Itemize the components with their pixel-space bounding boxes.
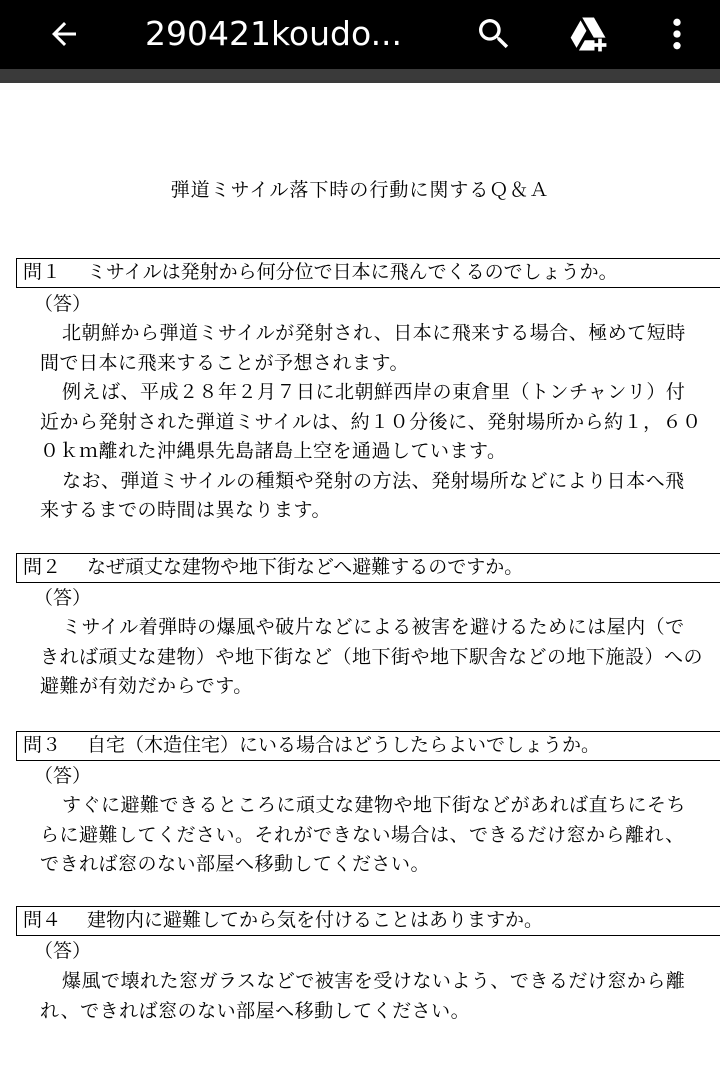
- arrow-back-icon: [46, 16, 82, 52]
- question-box-1: [16, 258, 720, 288]
- answer-label: （答）: [34, 940, 92, 962]
- search-button[interactable]: [468, 8, 520, 60]
- question-text: 建物内に避難してから気を付けることはありますか。: [87, 909, 544, 931]
- app-bar: [0, 0, 720, 69]
- answer-paragraph: 例えば、平成２８年２月７日に北朝鮮西岸の東倉里（トンチャンリ）付近から発射された弾道ミサイルは、約１０分後に、発射場所から約１，６００ｋｍ離れた沖縄県先島諸島上空を通過しています。: [40, 381, 702, 462]
- answer-paragraph: すぐに避難できるところに頑丈な建物や地下街などがあれば直ちにそちらに避難してください。それができない場合は、できるだけ窓から離れ、できれば窓のない部屋へ移動してください。: [40, 794, 687, 875]
- search-icon: [474, 14, 514, 54]
- back-button[interactable]: [38, 8, 90, 60]
- answer-paragraph: なお、弾道ミサイルの種類や発射の方法、発射場所などにより日本へ飛来するまでの時間は異なります。: [40, 469, 685, 521]
- drive-add-icon: [567, 12, 611, 56]
- answer-text-2: [40, 613, 704, 702]
- more-options-button[interactable]: [651, 8, 703, 60]
- add-to-drive-button[interactable]: [563, 8, 615, 60]
- question-text: なぜ頑丈な建物や地下街などへ避難するのですか。: [87, 556, 524, 578]
- question-number: 問２: [23, 556, 62, 578]
- pdf-page[interactable]: [0, 83, 720, 1065]
- answer-text-3: [40, 791, 704, 880]
- question-number: 問４: [23, 909, 62, 931]
- question-text: ミサイルは発射から何分位で日本に飛んでくるのでしょうか。: [87, 261, 618, 283]
- question-box-4: [16, 906, 720, 936]
- question-text: 自宅（木造住宅）にいる場合はどうしたらよいでしょうか。: [87, 734, 601, 756]
- answer-text-4: [40, 967, 704, 1026]
- question-number: 問３: [23, 734, 62, 756]
- question-box-3: [16, 731, 720, 761]
- answer-text-1: [40, 319, 704, 526]
- answer-label: （答）: [34, 587, 92, 609]
- answer-label: （答）: [34, 293, 92, 315]
- page-heading: 弾道ミサイル落下時の行動に関するＱ＆Ａ: [170, 179, 550, 201]
- app-bar-divider: [0, 69, 720, 83]
- question-number: 問１: [23, 261, 62, 283]
- answer-paragraph: ミサイル着弾時の爆風や破片などによる被害を避けるためには屋内（できれば頑丈な建物）や地下街など（地下街や地下駅舎などの地下施設）への避難が有効だからです。: [40, 616, 704, 697]
- question-box-2: [16, 553, 720, 583]
- answer-label: （答）: [34, 765, 92, 787]
- answer-paragraph: 爆風で壊れた窓ガラスなどで被害を受けないよう、できるだけ窓から離れ、できれば窓のない部屋へ移動してください。: [40, 970, 686, 1022]
- document-title: 290421koudo...: [145, 14, 403, 53]
- answer-paragraph: 北朝鮮から弾道ミサイルが発射され、日本に飛来する場合、極めて短時間で日本に飛来することが予想されます。: [40, 322, 686, 374]
- more-vert-icon: [657, 14, 697, 54]
